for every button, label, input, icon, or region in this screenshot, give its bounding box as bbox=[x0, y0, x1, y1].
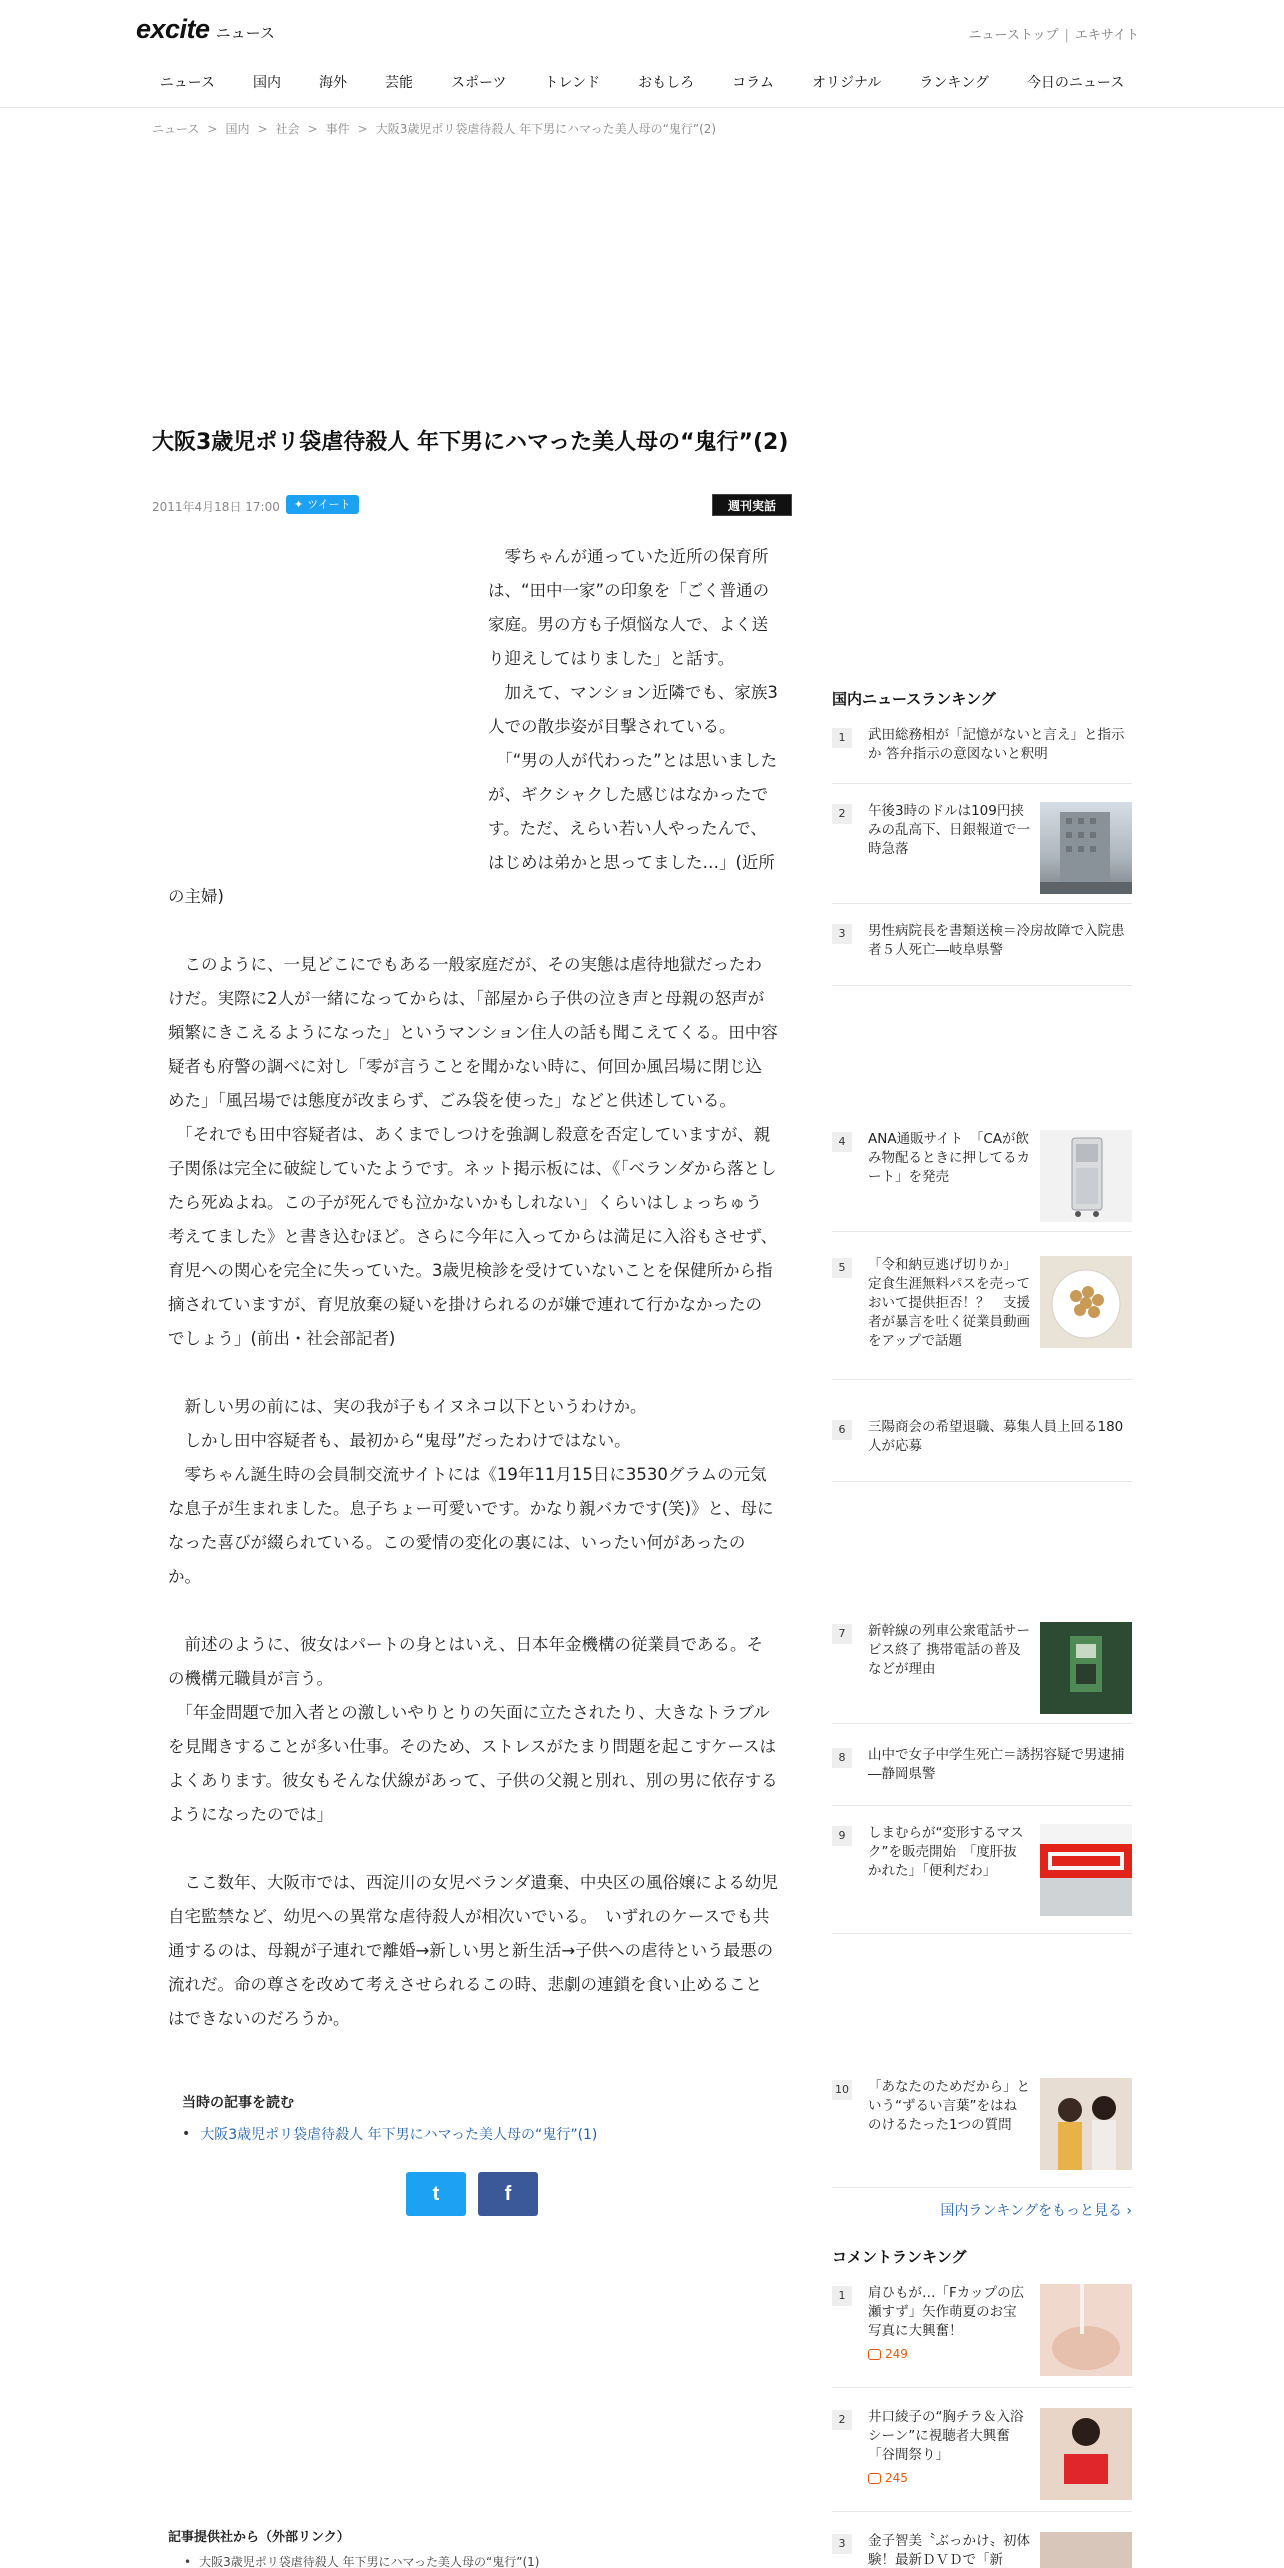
ranking-heading: 国内ニュースランキング bbox=[832, 690, 996, 708]
nav-item-column[interactable]: コラム bbox=[732, 75, 775, 91]
logo-wordmark: excite bbox=[136, 14, 210, 44]
rank-title: 井口綾子の“胸チラ＆入浴シーン”に視聴者大興奮「谷間祭り」 bbox=[868, 2409, 1024, 2463]
nav-item-original[interactable]: オリジナル bbox=[812, 75, 882, 91]
breadcrumb-item[interactable]: 事件 bbox=[325, 122, 350, 136]
comment-ranking-heading: コメントランキング bbox=[832, 2248, 967, 2266]
comment-count-value: 245 bbox=[885, 2471, 908, 2485]
ranking-more-link[interactable]: 国内ランキングをもっと見る › bbox=[940, 2203, 1132, 2219]
comment-rank-body bbox=[868, 2284, 1030, 2364]
article-paragraph: 加えて、マンション近隣でも、家族3人での散歩姿が目撃されている。 bbox=[488, 683, 778, 736]
rank-number: 6 bbox=[832, 1420, 852, 1440]
article-meta bbox=[152, 494, 792, 518]
share-twitter-button[interactable] bbox=[406, 2172, 466, 2216]
site-header bbox=[0, 0, 1284, 108]
article-paragraph: 新しい男の前には、実の我が子もイヌネコ以下というわけか。 bbox=[168, 1397, 647, 1416]
article-paragraph: ここ数年、大阪市では、西淀川の女児ベランダ遺棄、中央区の風俗嬢による幼児自宅監禁など、幼児への異常な虐待殺人が相次いでいる。 いずれのケースでも共通するのは、母親が子連れで離婚→新しい男と新生活→子供への虐待という最悪の流れだ。命の尊さを改めて考えさせられるこの時、悲劇の連鎖を食い止めることはできないのだろうか。 bbox=[168, 1873, 778, 2028]
logo-subtitle: ニュース bbox=[215, 24, 275, 42]
rank-title: ANA通販サイト 「CAが飲み物配るときに押してるカート」を発売 bbox=[868, 1131, 1030, 1185]
rank-thumbnail bbox=[1040, 1256, 1132, 1348]
twitter-icon: t bbox=[432, 2182, 440, 2205]
breadcrumb-item[interactable]: 国内 bbox=[225, 122, 250, 136]
article-title: 大阪3歳児ポリ袋虐待殺人 年下男にハマった美人母の“鬼行”(2) bbox=[152, 430, 789, 455]
article-paragraph: 零ちゃんが通っていた近所の保育所は、“田中一家”の印象を「ごく普通の家庭。男の方も子煩悩な人で、よく送り迎えしてはりました」と話す。 bbox=[488, 547, 770, 668]
provider-article-link[interactable]: • 大阪3歳児ポリ袋虐待殺人 年下男にハマった美人母の“鬼行”(1) bbox=[168, 2553, 788, 2568]
twitter-bird-icon: ✦ bbox=[294, 498, 304, 511]
share-facebook-button[interactable] bbox=[478, 2172, 538, 2216]
site-logo[interactable] bbox=[136, 14, 275, 48]
nav-item-trend[interactable]: トレンド bbox=[544, 75, 601, 91]
nav-item-sports[interactable]: スポーツ bbox=[451, 75, 507, 91]
ranking-item[interactable] bbox=[832, 802, 1132, 904]
rank-number: 1 bbox=[832, 728, 852, 748]
nav-item-overseas[interactable]: 海外 bbox=[319, 75, 348, 91]
article-paragraph: 「それでも田中容疑者は、あくまでしつけを強調し殺意を否定していますが、親子関係は完全に破綻していたようです。ネット掲示板には、《「ベランダから落としたら死ぬよね。この子が死んでも泣かないかもしれない」くらいはしょっちゅう考えてました》と書き込むほど。さらに今年に入ってからは満足に入浴もさせず、育児への関心を完全に失っていた。3歳児検診を受けていないことを保健所から指摘されていますが、育児放棄の疑いを掛けられるのが嫌で連れて行かなかったのでしょう」(前出・社会部記者) bbox=[168, 1125, 778, 1348]
ranking-item[interactable] bbox=[832, 726, 1132, 784]
rank-number: 3 bbox=[832, 2534, 852, 2554]
comment-ranking-item[interactable] bbox=[832, 2408, 1132, 2512]
article-paragraph: しかし田中容疑者も、最初から“鬼母”だったわけではない。 bbox=[168, 1431, 631, 1450]
comment-ranking-item[interactable] bbox=[832, 2532, 1132, 2568]
rank-number: 4 bbox=[832, 1132, 852, 1152]
rank-number: 1 bbox=[832, 2286, 852, 2306]
news-top-link[interactable]: ニューストップ bbox=[968, 28, 1059, 43]
rank-thumbnail bbox=[1040, 802, 1132, 894]
breadcrumb bbox=[152, 120, 716, 137]
ranking-item[interactable] bbox=[832, 922, 1132, 986]
rank-thumbnail bbox=[1040, 2284, 1132, 2376]
header-link-separator: | bbox=[1064, 28, 1069, 43]
rank-number: 10 bbox=[832, 2080, 852, 2100]
rank-title: 「令和納豆逃げ切りか」 定食生涯無料パスを売っておいて提供拒否！？ 支援者が暴言を吐く従業員動画をアップで話題 bbox=[868, 1257, 1030, 1349]
rank-title: 「あなたのためだから」という“ずるい言葉”をはねのけるたった1つの質問 bbox=[868, 2079, 1030, 2133]
header-links bbox=[969, 24, 1139, 43]
ranking-item[interactable] bbox=[832, 1622, 1132, 1724]
rank-number: 8 bbox=[832, 1748, 852, 1768]
rank-thumbnail bbox=[1040, 1824, 1132, 1916]
rank-thumbnail bbox=[1040, 2408, 1132, 2500]
article-paragraph: 零ちゃん誕生時の会員制交流サイトには《19年11月15日に3530グラムの元気な息子が生まれました。息子ちょー可愛いです。かなり親バカです(笑)》と、母になった喜びが綴られている。この愛情の変化の裏には、いったい何があったのか。 bbox=[168, 1465, 774, 1586]
nav-item-entertainment[interactable]: 芸能 bbox=[385, 75, 414, 91]
comment-count-value: 249 bbox=[885, 2347, 908, 2361]
rank-thumbnail bbox=[1040, 2078, 1132, 2170]
source-logo[interactable]: 週刊実話 bbox=[712, 494, 792, 516]
comment-icon bbox=[868, 2473, 881, 2484]
breadcrumb-separator: > bbox=[307, 122, 318, 136]
article-paragraph: 前述のように、彼女はパートの身とはいえ、日本年金機構の従業員である。その機構元職員が言う。 bbox=[168, 1635, 763, 1688]
comment-ranking-item[interactable] bbox=[832, 2284, 1132, 2388]
tweet-button[interactable] bbox=[286, 495, 359, 514]
rank-number: 7 bbox=[832, 1624, 852, 1644]
nav-item-today[interactable]: 今日のニュース bbox=[1026, 75, 1125, 91]
rank-title: 午後3時のドルは109円挟みの乱高下、日銀報道で一時急落 bbox=[868, 803, 1030, 857]
paragraph-gap bbox=[168, 1356, 778, 1390]
related-articles bbox=[182, 2092, 782, 2144]
ranking-item[interactable] bbox=[832, 1418, 1132, 1482]
rank-number: 9 bbox=[832, 1826, 852, 1846]
rank-number: 3 bbox=[832, 924, 852, 944]
excite-link[interactable]: エキサイト bbox=[1074, 28, 1139, 43]
breadcrumb-separator: > bbox=[257, 122, 268, 136]
article-paragraph: このように、一見どこにでもある一般家庭だが、その実態は虐待地獄だったわけだ。実際に2人が一緒になってからは、「部屋から子供の泣き声と母親の怒声が頻繁にきこえるようになった」というマンション住人の話も聞こえてくる。田中容疑者も府警の調べに対し「零が言うことを聞かない時に、何回か風呂場に閉じ込めた」「風呂場では態度が改まらず、ごみ袋を使った」などと供述している。 bbox=[168, 955, 778, 1110]
nav-item-funny[interactable]: おもしろ bbox=[638, 75, 695, 91]
nav-item-ranking[interactable]: ランキング bbox=[919, 75, 989, 91]
ranking-item[interactable] bbox=[832, 2078, 1132, 2188]
nav-item-news[interactable]: ニュース bbox=[159, 75, 216, 91]
article-paragraph: 「年金問題で加入者との激しいやりとりの矢面に立たされたり、大きなトラブルを見聞きすることが多い仕事。そのため、ストレスがたまり問題を起こすケースはよくあります。彼女もそんな伏線があって、子供の父親と別れ、別の男に依存するようになったのでは」 bbox=[168, 1703, 778, 1824]
rank-number: 2 bbox=[832, 804, 852, 824]
ranking-item[interactable] bbox=[832, 1824, 1132, 1934]
main-nav bbox=[0, 72, 1284, 92]
facebook-icon: f bbox=[504, 2182, 512, 2205]
share-buttons bbox=[406, 2172, 538, 2216]
rank-title: 金子智美〝ぶっかけ〟初体験！最新ＤＶＤで「新 bbox=[868, 2533, 1030, 2568]
article-date: 2011年4月18日 17:00 bbox=[152, 500, 280, 514]
rank-thumbnail bbox=[1040, 1622, 1132, 1714]
rank-thumbnail bbox=[1040, 2532, 1132, 2568]
breadcrumb-item[interactable]: ニュース bbox=[152, 122, 200, 136]
breadcrumb-current: 大阪3歳児ポリ袋虐待殺人 年下男にハマった美人母の“鬼行”(2) bbox=[375, 122, 717, 136]
tweet-label: ツイート bbox=[307, 498, 351, 511]
breadcrumb-separator: > bbox=[357, 122, 368, 136]
nav-item-domestic[interactable]: 国内 bbox=[253, 75, 282, 91]
inline-ad-space bbox=[168, 540, 488, 878]
ranking-item[interactable] bbox=[832, 1130, 1132, 1232]
provider-links bbox=[168, 2526, 788, 2568]
rank-number: 5 bbox=[832, 1258, 852, 1278]
rank-title: しまむらが“変形するマスク”を販売開始 「度肝抜かれた」「便利だわ」 bbox=[868, 1825, 1024, 1879]
article-body bbox=[168, 540, 778, 2036]
ranking-item[interactable] bbox=[832, 1746, 1132, 1806]
comment-rank-body bbox=[868, 2408, 1030, 2488]
comment-count bbox=[868, 2469, 1030, 2488]
breadcrumb-separator: > bbox=[207, 122, 218, 136]
paragraph-gap bbox=[168, 914, 778, 948]
rank-title: 新幹線の列車公衆電話サービス終了 携帯電話の普及などが理由 bbox=[868, 1623, 1030, 1677]
related-article-link[interactable]: • 大阪3歳児ポリ袋虐待殺人 年下男にハマった美人母の“鬼行”(1) bbox=[182, 2124, 782, 2144]
rank-thumbnail bbox=[1040, 1130, 1132, 1222]
rank-title: 三陽商会の希望退職、募集人員上回る180人が応募 bbox=[868, 1419, 1124, 1454]
ranking-item[interactable] bbox=[832, 1256, 1132, 1380]
article-paragraph: 「“男の人が代わった”とは思いましたが、ギクシャクした感じはなかったです。ただ、えらい若い人やったんで、はじめは弟かと思ってました…」(近所の主婦) bbox=[168, 751, 778, 906]
rank-number: 2 bbox=[832, 2410, 852, 2430]
rank-title: 男性病院長を書類送検＝冷房故障で入院患者５人死亡―岐阜県警 bbox=[868, 923, 1125, 958]
provider-heading: 記事提供社から（外部リンク） bbox=[168, 2530, 350, 2545]
rank-title: 武田総務相が「記憶がないと言え」と指示か 答弁指示の意図ないと釈明 bbox=[868, 727, 1125, 762]
paragraph-gap bbox=[168, 1832, 778, 1866]
paragraph-gap bbox=[168, 1594, 778, 1628]
rank-title: 山中で女子中学生死亡＝誘拐容疑で男逮捕―静岡県警 bbox=[868, 1747, 1125, 1782]
comment-icon bbox=[868, 2349, 881, 2360]
comment-count bbox=[868, 2345, 1030, 2364]
related-heading: 当時の記事を読む bbox=[182, 2095, 294, 2111]
rank-title: 肩ひもが…「Fカップの広瀬すず」矢作萌夏のお宝写真に大興奮！ bbox=[868, 2285, 1025, 2339]
breadcrumb-item[interactable]: 社会 bbox=[275, 122, 300, 136]
